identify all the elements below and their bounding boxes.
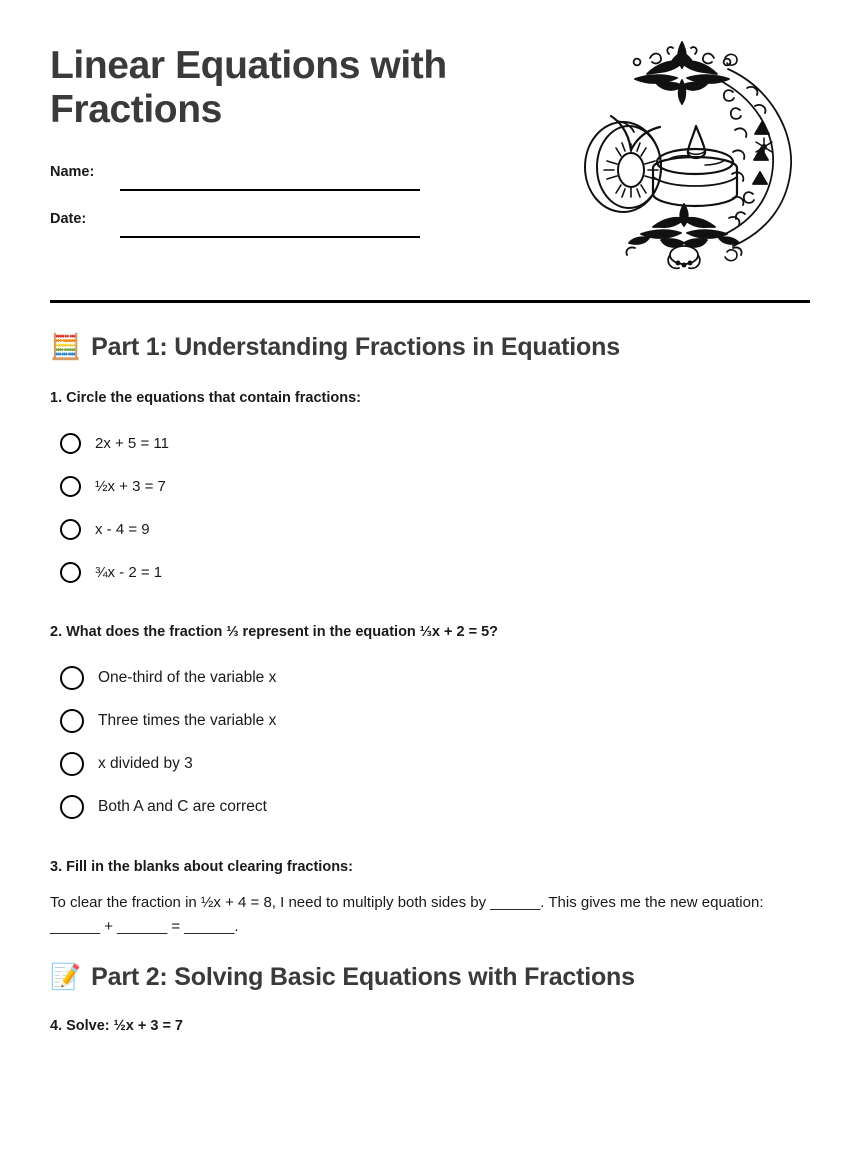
fruit-and-cake-line-art-icon	[565, 22, 815, 287]
section-title-part-2: Part 2: Solving Basic Equations with Fractions	[91, 963, 635, 992]
option-row[interactable]	[60, 743, 810, 786]
question-3-fill-in-line-1[interactable]: To clear the fraction in ½x + 4 = 8, I need to multiply both sides by ______. This gives me the new equation:	[50, 893, 764, 911]
header-divider	[50, 300, 810, 303]
option-row[interactable]	[60, 657, 810, 700]
radio-bubble-icon[interactable]	[60, 476, 81, 497]
option-row[interactable]	[60, 508, 810, 551]
date-field-row	[50, 205, 490, 252]
date-label: Date:	[50, 211, 87, 227]
radio-bubble-icon[interactable]	[60, 666, 84, 690]
question-2	[50, 622, 810, 828]
worksheet-header	[50, 0, 810, 300]
option-row[interactable]	[60, 422, 810, 465]
section-heading-part-2	[50, 963, 810, 992]
memo-icon: 📝	[50, 963, 82, 992]
question-4-prompt: 4. Solve: ½x + 3 = 7	[50, 1018, 183, 1035]
page-title: Linear Equations with Fractions	[50, 44, 447, 131]
abacus-icon: 🧮	[50, 333, 82, 361]
name-field-row	[50, 158, 490, 205]
radio-bubble-icon[interactable]	[60, 562, 81, 583]
option-row[interactable]	[60, 551, 810, 594]
question-1	[50, 388, 810, 594]
question-1-options	[50, 422, 810, 594]
section-heading-part-1	[50, 333, 810, 362]
option-label: Both A and C are correct	[98, 798, 267, 816]
option-label: x divided by 3	[98, 755, 193, 773]
date-write-in-line[interactable]	[120, 236, 420, 238]
section-title-part-1: Part 1: Understanding Fractions in Equations	[91, 333, 620, 361]
option-label: ½x + 3 = 7	[95, 478, 166, 496]
option-label: One-third of the variable x	[98, 669, 277, 687]
name-write-in-line[interactable]	[120, 189, 420, 191]
option-label: 2x + 5 = 11	[95, 435, 169, 453]
option-label: x - 4 = 9	[95, 521, 150, 539]
option-row[interactable]	[60, 786, 810, 829]
radio-bubble-icon[interactable]	[60, 752, 84, 776]
question-3-prompt: 3. Fill in the blanks about clearing fractions:	[50, 858, 353, 875]
name-label: Name:	[50, 164, 95, 180]
radio-bubble-icon[interactable]	[60, 433, 81, 454]
radio-bubble-icon[interactable]	[60, 519, 81, 540]
question-2-prompt: 2. What does the fraction ⅓ represent in the equation ⅓x + 2 = 5?	[50, 624, 498, 641]
option-row[interactable]	[60, 465, 810, 508]
option-label: ¾x - 2 = 1	[95, 564, 163, 582]
question-1-prompt: 1. Circle the equations that contain fractions:	[50, 390, 361, 406]
question-2-options	[50, 657, 810, 829]
question-3-fill-in-line-2[interactable]: ______ + ______ = ______.	[50, 918, 239, 936]
option-row[interactable]	[60, 700, 810, 743]
radio-bubble-icon[interactable]	[60, 795, 84, 819]
student-info-fields	[50, 158, 490, 252]
option-label: Three times the variable x	[98, 712, 277, 730]
radio-bubble-icon[interactable]	[60, 709, 84, 733]
question-3	[50, 857, 810, 940]
